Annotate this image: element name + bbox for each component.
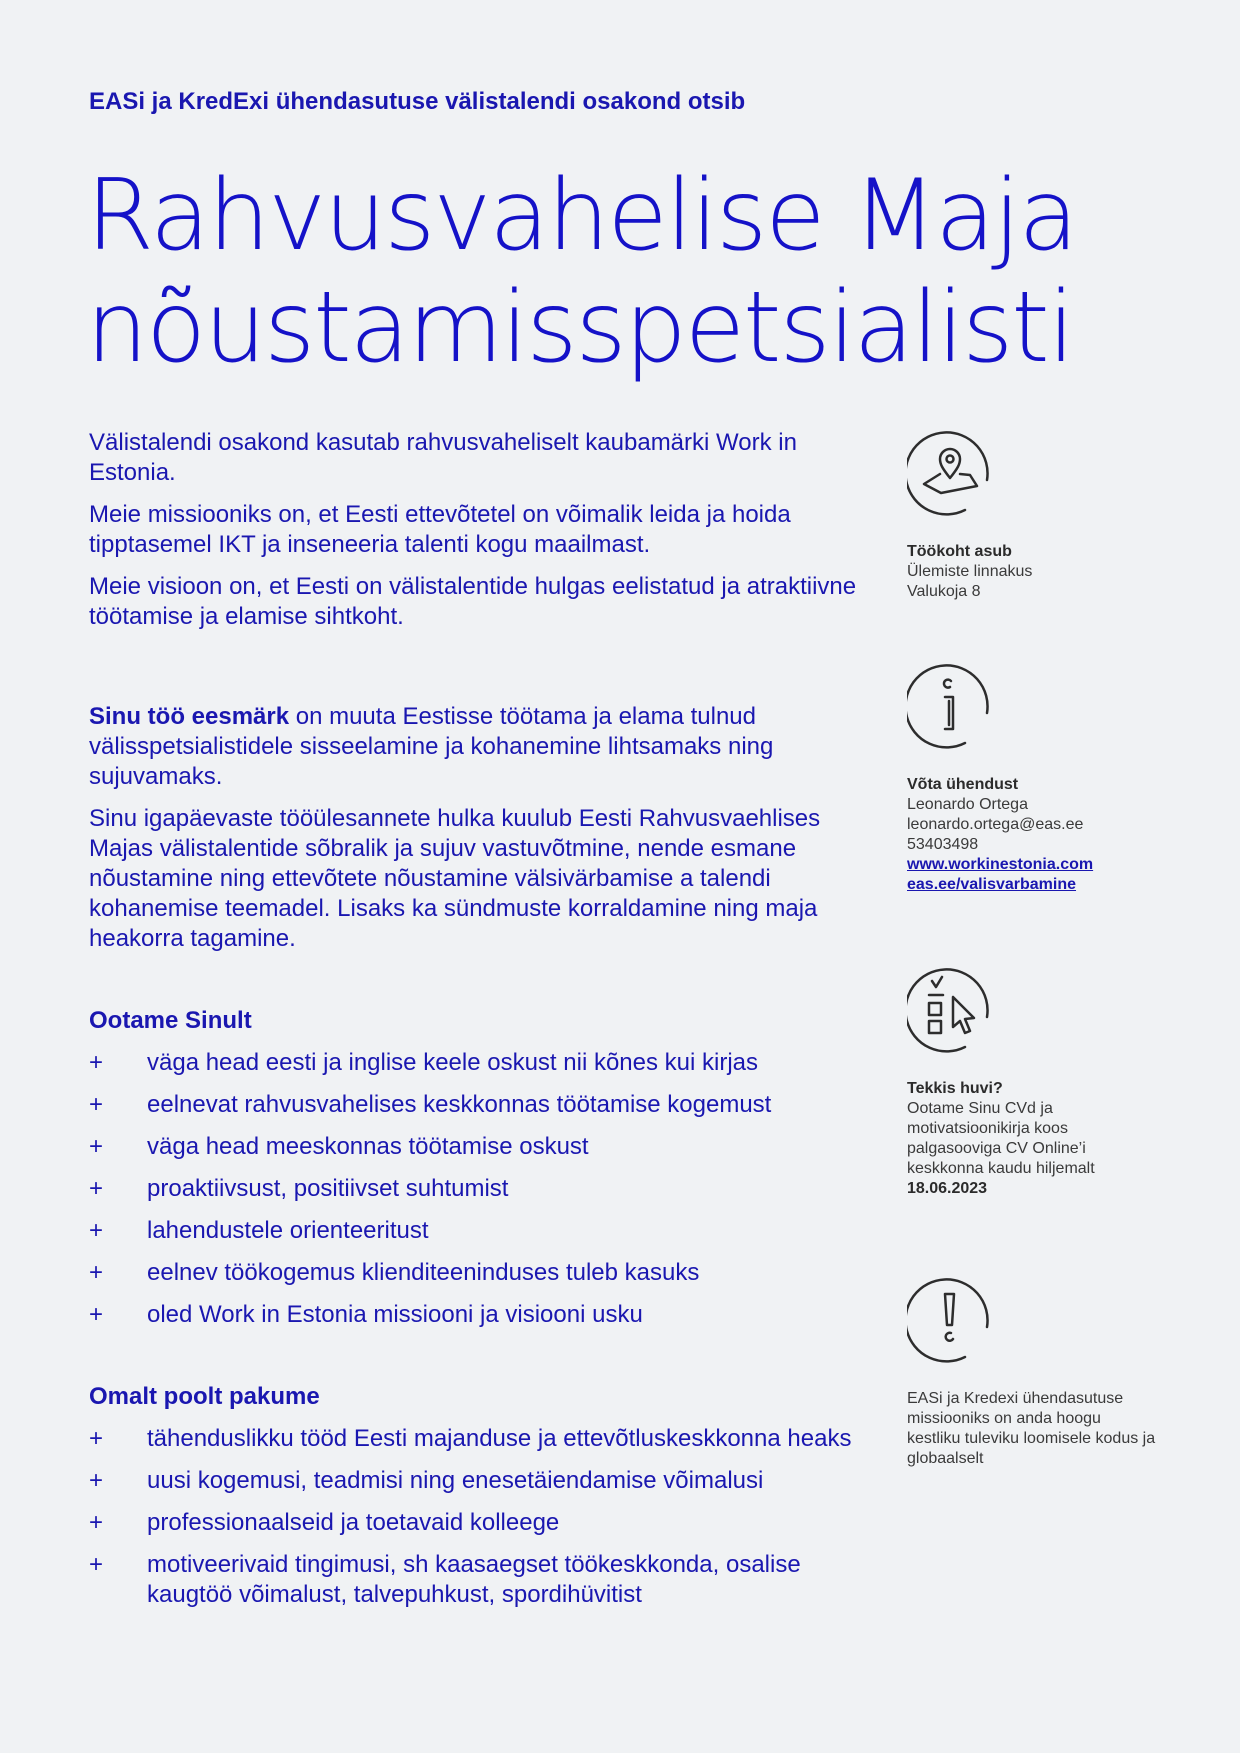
list-item: + eelnevat rahvusvahelises keskkonnas töötamise kogemust: [89, 1091, 772, 1118]
about-block: [907, 1277, 1157, 1469]
expect-list: [89, 1048, 889, 1330]
main-content: [89, 428, 889, 1622]
title-line-2: nõustamisspetsialisti: [86, 271, 1073, 385]
list-item: + väga head meeskonnas töötamise oskust: [89, 1133, 589, 1160]
plus-bullet: +: [89, 1259, 104, 1286]
location-line-2: Valukoja 8: [907, 583, 981, 600]
location-line-1: Ülemiste linnakus: [907, 563, 1033, 580]
goal-text: on muuta Eestisse töötama ja elama tulnud välisspetsialistidele sisseelamine ja kohanemine lihtsamaks ning sujuvamaks.: [89, 703, 774, 790]
list-item: + professionaalseid ja toetavaid kolleege: [89, 1509, 560, 1536]
info-icon: [907, 663, 993, 749]
contact-email[interactable]: leonardo.ortega@eas.ee: [907, 816, 1084, 833]
contact-phone: 53403498: [907, 836, 979, 853]
about-text: EASi ja Kredexi ühendasutuse missiooniks on anda hoogu kestliku tuleviku loomisele kodus ja globaalselt: [907, 1390, 1156, 1467]
offer-heading: Omalt poolt pakume: [89, 1383, 320, 1410]
plus-bullet: +: [89, 1509, 104, 1536]
goal-paragraph: [89, 702, 889, 792]
plus-bullet: +: [89, 1049, 104, 1076]
exclamation-icon: [907, 1277, 993, 1363]
apply-text: Ootame Sinu CVd ja motivatsioonikirja koos palgasooviga CV Online’i keskkonna kaudu hiljemalt: [907, 1100, 1095, 1177]
plus-bullet: +: [89, 1217, 104, 1244]
list-item: + uusi kogemusi, teadmisi ning enesetäiendamise võimalusi: [89, 1467, 764, 1494]
list-item: + tähenduslikku tööd Eesti majanduse ja ettevõtluskeskkonna heaks: [89, 1425, 852, 1452]
contact-name: Leonardo Ortega: [907, 796, 1028, 813]
valisvarbamine-link[interactable]: eas.ee/valisvarbamine: [907, 876, 1077, 893]
expect-heading: Ootame Sinult: [89, 1007, 252, 1034]
workinestonia-link[interactable]: www.workinestonia.com: [907, 856, 1094, 873]
intro-paragraph-1: Välistalendi osakond kasutab rahvusvaheliselt kaubamärki Work in Estonia.: [89, 429, 797, 486]
intro-paragraph-2: Meie missiooniks on, et Eesti ettevõtetel on võimalik leida ja hoida tipptasemel IKT ja inseneeria talenti kogu maailmast.: [89, 501, 791, 558]
list-item: + motiveerivaid tingimusi, sh kaasaegset töökeskkonda, osalise kaugtöö võimalust, talvepuhkust, spordihüvitist: [89, 1551, 801, 1608]
intro-paragraph-3: Meie visioon on, et Eesti on välistalentide hulgas eelistatud ja atraktiivne töötamise ja elamise sihtkoht.: [89, 573, 857, 630]
contact-block: [907, 663, 1157, 895]
plus-bullet: +: [89, 1133, 104, 1160]
contact-heading: Võta ühendust: [907, 776, 1019, 793]
map-pin-icon: [907, 430, 993, 516]
page-title: [86, 160, 1186, 384]
list-item: + lahendustele orienteeritust: [89, 1217, 429, 1244]
kicker: EASi ja KredExi ühendasutuse välistalendi osakond otsib: [89, 88, 746, 115]
apply-block: [907, 967, 1157, 1199]
offer-list: [89, 1424, 889, 1610]
plus-bullet: +: [89, 1551, 104, 1578]
apply-heading: Tekkis huvi?: [907, 1080, 1003, 1097]
list-item: + väga head eesti ja inglise keele oskust nii kõnes kui kirjas: [89, 1049, 759, 1076]
plus-bullet: +: [89, 1175, 104, 1202]
plus-bullet: +: [89, 1301, 104, 1328]
apply-deadline: 18.06.2023: [907, 1180, 988, 1197]
checklist-cursor-icon: [907, 967, 993, 1053]
location-heading: Töökoht asub: [907, 543, 1012, 560]
title-line-1: Rahvusvahelise Maja: [86, 159, 1077, 273]
list-item: + oled Work in Estonia missiooni ja visiooni usku: [89, 1301, 643, 1328]
tasks-paragraph: Sinu igapäevaste tööülesannete hulka kuulub Eesti Rahvusvaehlises Majas välistalentide sõbralik ja sujuv vastuvõtmine, nende esmane nõustamine ning ettevõtete nõustamine välsivärbamise a talendi kohanemise teemadel. Lisaks ka sündmuste korraldamine ning maja heakorra tagamine.: [89, 805, 821, 952]
location-block: [907, 430, 1157, 602]
plus-bullet: +: [89, 1467, 104, 1494]
list-item: + proaktiivsust, positiivset suhtumist: [89, 1175, 509, 1202]
list-item: + eelnev töökogemus klienditeeninduses tuleb kasuks: [89, 1259, 700, 1286]
goal-bold: Sinu töö eesmärk: [89, 703, 290, 730]
plus-bullet: +: [89, 1425, 104, 1452]
plus-bullet: +: [89, 1091, 104, 1118]
